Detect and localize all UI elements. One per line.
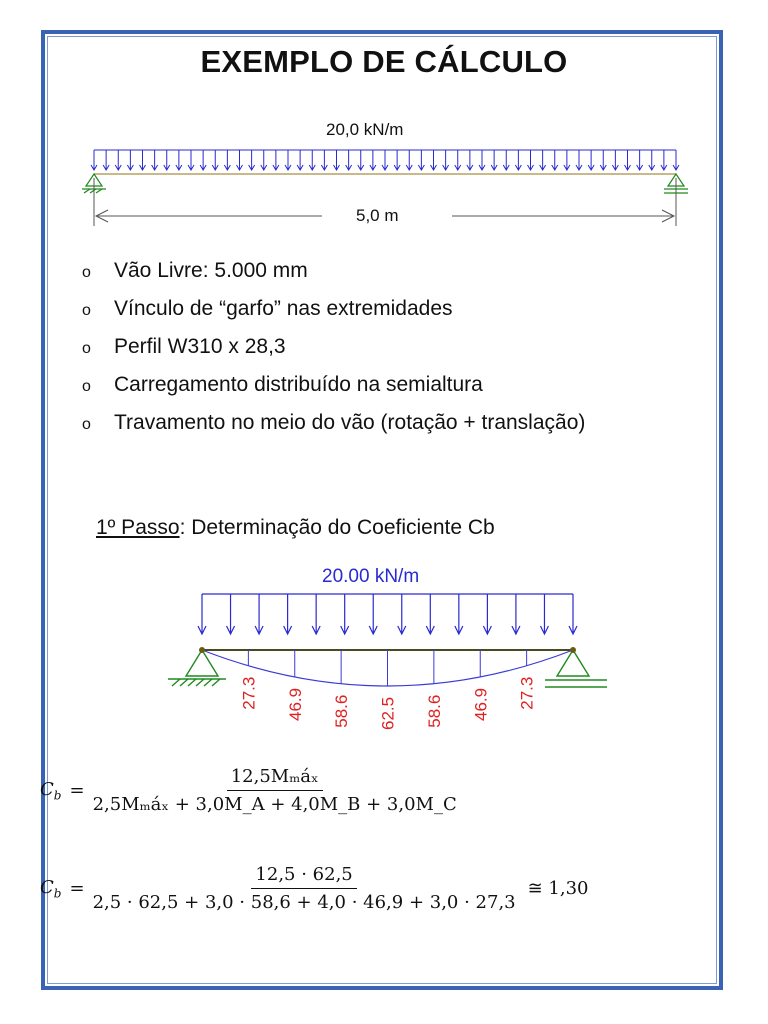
moment-value: 46.9	[285, 687, 305, 721]
load-arrow	[200, 150, 206, 170]
bullet-marker: o	[82, 340, 91, 357]
page-title: EXEMPLO DE CÁLCULO	[200, 44, 568, 79]
fraction	[89, 864, 520, 913]
equation-general	[40, 766, 465, 815]
list-item: o Vão Livre: 5.000 mm	[78, 256, 678, 286]
load-arrow	[321, 150, 327, 170]
load-arrow	[512, 594, 520, 634]
load-arrow	[285, 150, 291, 170]
list-item: o Travamento no meio do vão (rotação + translação)	[78, 408, 678, 438]
moment-value: 58.6	[424, 694, 444, 728]
step-label: 1º Passo	[96, 516, 180, 539]
load-arrow	[418, 150, 424, 170]
load-arrow	[503, 150, 509, 170]
equation-numeric	[40, 864, 589, 913]
bullet-marker: o	[82, 264, 91, 281]
load-arrow	[528, 150, 534, 170]
moment-value: 62.5	[378, 696, 398, 730]
load-arrow	[346, 150, 352, 170]
load-arrow	[398, 594, 406, 634]
denominator: 2,5 · 62,5 + 3,0 · 58,6 + 4,0 · 46,9 + 3,0 · 27,3	[92, 892, 516, 913]
load-arrow	[540, 150, 546, 170]
load-arrow	[312, 594, 320, 634]
step-text: : Determinação do Coeficiente Cb	[179, 516, 495, 539]
load-arrow	[426, 594, 434, 634]
load-arrow	[334, 150, 340, 170]
load-arrow	[370, 150, 376, 170]
load-arrow	[443, 150, 449, 170]
beam2-load-label: 20.00 kN/m	[322, 566, 420, 587]
equation-lhs: $C_b$	[40, 778, 62, 803]
numerator: 12,5Mₘáₓ	[227, 766, 323, 791]
list-item: o Carregamento distribuído na semialtura	[78, 370, 678, 400]
beam1-load-arrows	[91, 150, 679, 170]
load-arrow	[540, 594, 548, 634]
load-arrow	[297, 150, 303, 170]
load-arrow	[341, 594, 349, 634]
load-arrow	[103, 150, 109, 170]
load-arrow	[227, 594, 235, 634]
bullet-marker: o	[82, 378, 91, 395]
load-arrow	[382, 150, 388, 170]
load-arrow	[625, 150, 631, 170]
moment-value: 46.9	[471, 687, 491, 721]
fraction	[89, 766, 461, 815]
load-arrow	[309, 150, 315, 170]
moment-value: 58.6	[332, 694, 352, 728]
beam1-span-label: 5,0 m	[356, 206, 399, 225]
load-arrow	[406, 150, 412, 170]
bullet-marker: o	[82, 416, 91, 433]
load-arrow	[237, 150, 243, 170]
load-arrow	[224, 150, 230, 170]
load-arrow	[261, 150, 267, 170]
load-arrow	[164, 150, 170, 170]
load-arrow	[600, 150, 606, 170]
assumptions-list	[78, 256, 678, 446]
step-heading	[96, 516, 495, 540]
load-arrow	[212, 150, 218, 170]
result-value: ≅ 1,30	[527, 878, 589, 899]
load-arrow	[249, 150, 255, 170]
load-arrow	[467, 150, 473, 170]
load-arrow	[483, 594, 491, 634]
load-arrow	[369, 594, 377, 634]
load-arrow	[188, 150, 194, 170]
numerator: 12,5 · 62,5	[251, 864, 356, 889]
load-arrow	[661, 150, 667, 170]
load-arrow	[127, 150, 133, 170]
load-arrow	[394, 150, 400, 170]
bullet-marker: o	[82, 302, 91, 319]
load-arrow	[176, 150, 182, 170]
load-arrow	[569, 594, 577, 634]
load-arrow	[198, 594, 206, 634]
load-arrow	[673, 150, 679, 170]
load-arrow	[649, 150, 655, 170]
load-arrow	[273, 150, 279, 170]
list-item: o Vínculo de “garfo” nas extremidades	[78, 294, 678, 324]
load-arrow	[140, 150, 146, 170]
load-arrow	[576, 150, 582, 170]
load-arrow	[91, 150, 97, 170]
load-arrow	[552, 150, 558, 170]
moment-ordinates	[248, 650, 526, 686]
beam1-load-label: 20,0 kN/m	[326, 120, 404, 139]
equation-lhs: $C_b$	[40, 876, 62, 901]
moment-value: 27.3	[239, 676, 259, 710]
moment-value: 27.3	[517, 676, 537, 710]
load-arrow	[431, 150, 437, 170]
load-arrow	[479, 150, 485, 170]
load-arrow	[588, 150, 594, 170]
load-arrow	[491, 150, 497, 170]
load-arrow	[152, 150, 158, 170]
beam2-right-support	[545, 650, 607, 687]
equals-sign: =	[69, 878, 85, 899]
load-arrow	[564, 150, 570, 170]
beam2-load-arrows	[198, 594, 577, 634]
load-arrow	[515, 150, 521, 170]
beam2-diagram	[0, 586, 768, 746]
load-arrow	[115, 150, 121, 170]
load-arrow	[284, 594, 292, 634]
load-arrow	[637, 150, 643, 170]
equals-sign: =	[69, 780, 85, 801]
list-item: o Perfil W310 x 28,3	[78, 332, 678, 362]
load-arrow	[455, 150, 461, 170]
load-arrow	[255, 594, 263, 634]
load-arrow	[612, 150, 618, 170]
denominator: 2,5Mₘáₓ + 3,0M_A + 4,0M_B + 3,0M_C	[92, 794, 457, 815]
load-arrow	[455, 594, 463, 634]
load-arrow	[358, 150, 364, 170]
